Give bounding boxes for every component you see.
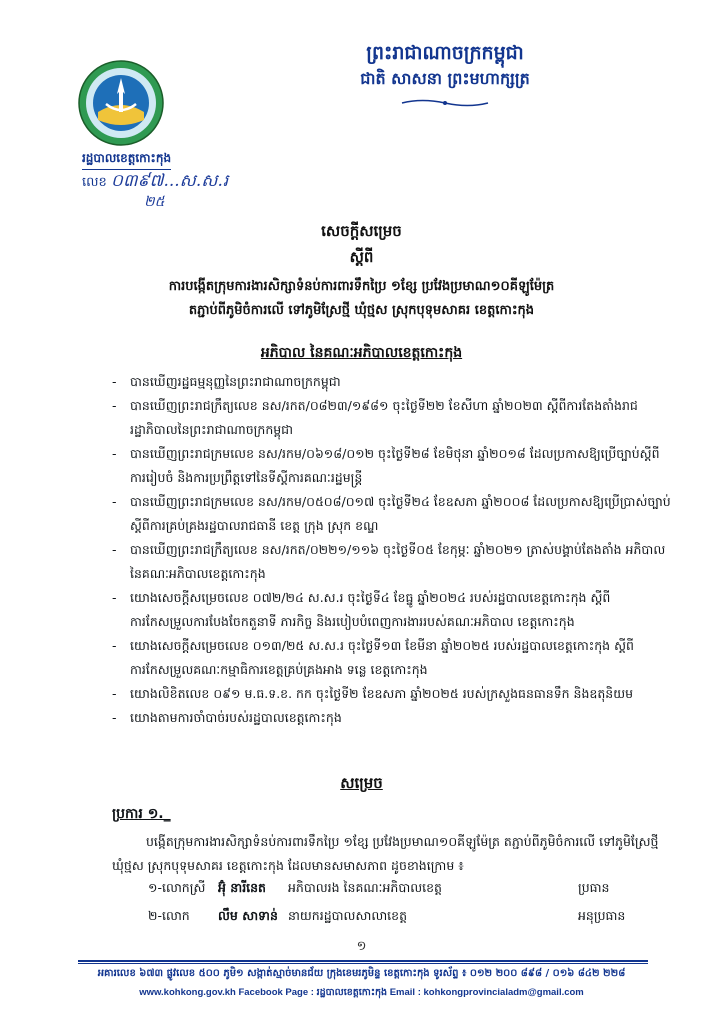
decides-heading: សម្រេច [340,774,383,792]
footer-divider [78,963,648,964]
ref-handwritten: ០៣៩៧...ស.ស.រ [110,171,229,191]
footer-divider [78,960,648,962]
member-row [148,908,678,930]
ornament-divider [400,98,490,108]
member-position: អភិបាលរង នៃគណៈអភិបាលខេត្ត [288,880,442,895]
member-row [148,880,678,902]
list-item: - យោងតាមការចាំបាច់របស់រដ្ឋបាលខេត្តកោះកុង [112,710,342,725]
issuing-authority: អភិបាល នៃគណៈអភិបាលខេត្តកោះកុង [260,345,463,361]
kingdom-header [280,40,610,112]
member-name: អ៊ុំ នារីនេត [218,880,266,895]
article-1-heading: ប្រការ ១._ [112,806,171,822]
reference-number [82,170,229,210]
doc-title: សេចក្ដីសម្រេច [321,222,402,240]
ref-prefix: លេខ [82,175,107,190]
list-item: - បានឃើញព្រះរាជក្រមលេខ នស/រកម/០៦១៨/០១២ ចុះថ្ងៃទី២៨ ខែមិថុនា ឆ្នាំ២០១៨ ដែលប្រកាសឱ្យប្រើច្បាប់ស្ដីពីការរៀបចំ និងការប្រព្រឹត្តទៅនៃទីស្ដីការគណៈរដ្ឋមន្ត្រី [112,446,660,485]
list-item: - បានឃើញព្រះរាជក្រឹត្យលេខ នស/រកត/០៨២៣/១៩៨១ ចុះថ្ងៃទី២២ ខែសីហា ឆ្នាំ២០២៣ ស្ដីពីការតែងតាំងរាជរដ្ឋាភិបាលនៃព្រះរាជាណាចក្រកម្ពុជា [112,398,638,437]
list-item: - យោងលិខិតលេខ ០៩១ ម.ធ.ទ.ខ. កក ចុះថ្ងៃទី២ ខែឧសភា ឆ្នាំ២០២៥ របស់ក្រសួងធនធានទឹក និងឧតុនិយម [112,686,634,701]
ref-sub: ២៥ [144,194,165,210]
member-role: អនុប្រធាន [578,908,626,923]
list-item: - យោងសេចក្ដីសម្រេចលេខ ០១៣/២៥ ស.ស.រ ចុះថ្ងៃទី១៣ ខែមីនា ឆ្នាំ២០២៥ របស់រដ្ឋបាលខេត្តកោះកុង ស្ដីពីការកែសម្រួលគណៈកម្មាធិការខេត្តគ្រប់គ្រងអាង ទន្លេ ខេត្តកោះកុង [112,638,634,677]
preamble-list [112,370,672,730]
list-item: - បានឃើញព្រះរាជក្រឹត្យលេខ នស/រកត/០២២១/១១៦ ចុះថ្ងៃទី០៥ ខែកុម្ភៈ ឆ្នាំ២០២១ ត្រាស់បង្គាប់តែងតាំង អភិបាល នៃគណៈអភិបាលខេត្តកោះកុង [112,542,666,581]
member-position: នាយករដ្ឋបាលសាលាខេត្ត [288,908,408,923]
provincial-seal-logo [78,60,164,146]
issuing-office: រដ្ឋបាលខេត្តកោះកុង [82,150,171,170]
article-1-body: បង្កើតក្រុមការងារសិក្សាទំនប់ការពារទឹកប្រៃ ១ខ្សែ ប្រវែងប្រមាណ១០គីឡូម៉ែត្រ តភ្ជាប់ពីភូមិចំការលើ ទៅភូមិស្រែថ្មី ឃុំថ្មស ស្រុកបុទុមសាគរ ខេត្តកោះកុង ដែលមានសមាសភាព ដូចខាងក្រោម ៖ [112,834,659,873]
kingdom-name: ព្រះរាជាណាចក្រកម្ពុជា [366,42,524,64]
member-role: ប្រធាន [578,880,610,895]
list-item: - បានឃើញរដ្ឋធម្មនុញ្ញនៃព្រះរាជាណាចក្រកម្ពុជា [112,374,341,389]
member-name: លឹម សាទាន់ [218,908,278,923]
member-title: ១-លោកស្រី [148,880,206,895]
doc-subject-line2: តភ្ជាប់ពីភូមិចំការលើ ទៅភូមិស្រែថ្មី ឃុំថ្មស ស្រុកបុទុមសាគរ ខេត្តកោះកុង [188,303,535,318]
doc-subject-line1: ការបង្កើតក្រុមការងារសិក្សាទំនប់ការពារទឹកប្រៃ ១ខ្សែ ប្រវែងប្រមាណ១០គីឡូម៉ែត្រ [168,279,555,294]
footer-contacts: www.kohkong.gov.kh Facebook Page : រដ្ឋបាលខេត្តកោះកុង Email : kohkongprovincialadm@gmail.com [139,987,584,998]
doc-on: ស្ដីពី [349,248,374,266]
member-title: ២-លោក [148,908,190,923]
list-item: - បានឃើញព្រះរាជក្រមលេខ នស/រកម/០៥០៨/០១៧ ចុះថ្ងៃទី២៤ ខែឧសភា ឆ្នាំ២០០៨ ដែលប្រកាសឱ្យប្រើប្រាស់ច្បាប់ស្ដីពីការគ្រប់គ្រងរដ្ឋបាលរាជធានី ខេត្ត ក្រុង ស្រុក ខណ្ឌ [112,494,671,533]
national-motto: ជាតិ សាសនា ព្រះមហាក្សត្រ [360,69,530,88]
page-number: ១ [356,939,367,954]
list-item: - យោងសេចក្ដីសម្រេចលេខ ០៧២/២៤ ស.ស.រ ចុះថ្ងៃទី៤ ខែធ្នូ ឆ្នាំ២០២៤ របស់រដ្ឋបាលខេត្តកោះកុង ស្ដីពីការកែសម្រួលការបែងចែកតួនាទី ភារកិច្ច និងរបៀបបំពេញការងាររបស់គណៈអភិបាល ខេត្តកោះកុង [112,590,611,629]
footer-address: អគារលេខ ៦៧៣ ផ្លូវលេខ ៥០០ ភូមិ១ សង្កាត់ស្មាច់មានជ័យ ក្រុងខេមរភូមិន្ទ ខេត្តកោះកុង ទូរស័ព្ទ ៖ ០១២ ២០០ ៨៩៨ / ០១៦ ៨៤២ ២២៨ [97,968,626,979]
